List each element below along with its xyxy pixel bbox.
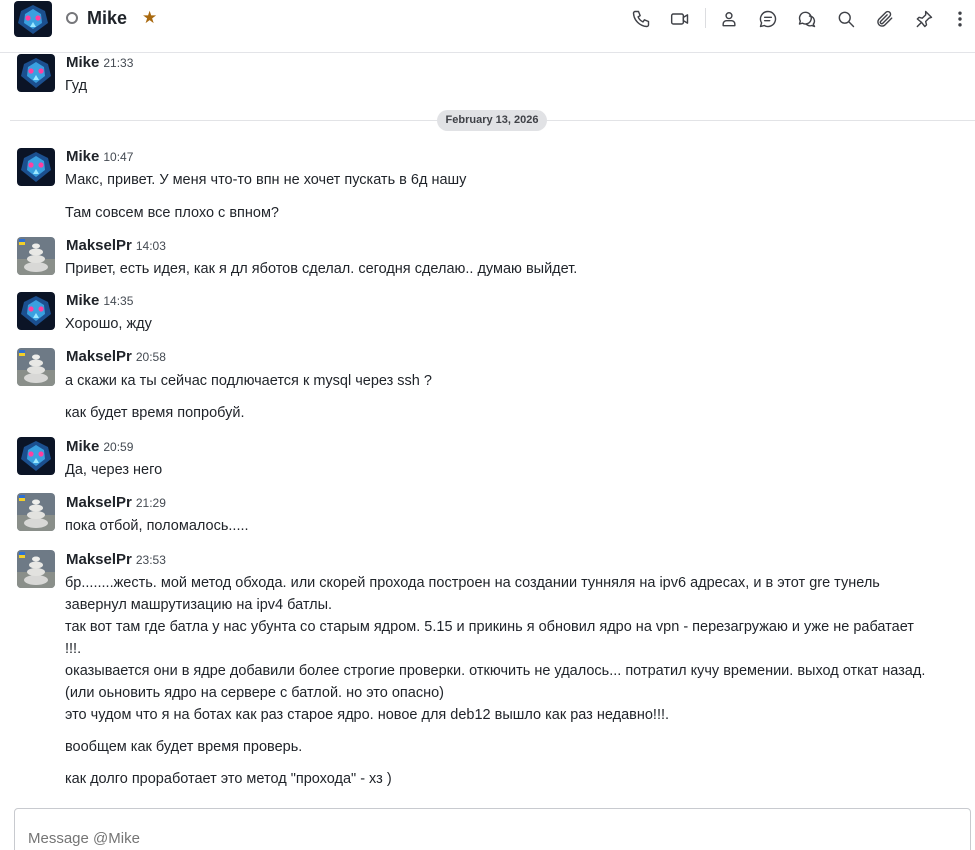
message-author[interactable]: MakselPr [66,494,132,511]
message-time: 20:58 [135,350,166,364]
message-author[interactable]: Mike [66,148,100,165]
message-header [66,348,166,366]
message-header [66,292,133,310]
room-title[interactable]: Mike [87,8,128,28]
avatar[interactable] [17,550,55,588]
message-header [66,54,133,72]
message-text: Да, через него [65,462,163,478]
message-time: 23:53 [135,553,166,567]
status-offline-icon [66,12,78,24]
avatar[interactable] [17,292,55,330]
date-separator: February 13, 2026 [437,110,547,131]
attachment-icon[interactable] [874,8,896,30]
message-header [66,148,133,166]
pinned-icon[interactable] [913,8,935,30]
room-header [0,0,975,53]
threads-icon[interactable] [757,8,779,30]
message-author[interactable]: MakselPr [66,348,132,365]
room-avatar[interactable] [14,1,52,37]
message-text: (или оьновить ядро на сервере с батлой. но это опасно) [65,685,444,701]
message-author[interactable]: Mike [66,54,100,71]
message-text: Гуд [65,78,88,94]
message-text: так вот там где батла у нас убунта со старым ядром. 5.15 и прикинь я обновил ядро на vpn - перезагружаю и уже не рабатает [65,619,914,635]
search-icon[interactable] [835,8,857,30]
message-time: 20:59 [103,440,134,454]
message-header [66,237,166,255]
video-icon[interactable] [669,8,691,30]
avatar[interactable] [17,493,55,531]
message-author[interactable]: Mike [66,438,100,455]
message-text: оказывается они в ядре добавили более строгие проверки. откючить не удалось... потратил кучу времении. выход откат назад. [65,663,926,679]
message-text: как долго проработает это метод "прохода" - хз ) [65,771,392,787]
message-text: вообщем как будет время проверь. [65,739,303,755]
message-author[interactable]: MakselPr [66,551,132,568]
message-text: Привет, есть идея, как я дл яботов сделал. сегодня сделаю.. думаю выйдет. [65,261,578,277]
message-text: а скажи ка ты сейчас подлючается к mysql через ssh ? [65,373,432,389]
avatar[interactable] [17,437,55,475]
phone-icon[interactable] [630,8,652,30]
avatar[interactable] [17,148,55,186]
message-text: Макс, привет. У меня что-то впн не хочет пускать в 6д нашу [65,172,467,188]
message-time: 21:29 [135,496,166,510]
message-time: 14:03 [135,239,166,253]
message-text: бр........жесть. мой метод обхода. или скорей прохода построен на создании тунняля на ipv6 адресах, и в этот gre тунель [65,575,880,591]
header-divider [705,8,706,28]
message-author[interactable]: MakselPr [66,237,132,254]
message-header [66,494,166,512]
message-header [66,551,166,569]
user-info-icon[interactable] [718,8,740,30]
avatar[interactable] [17,54,55,92]
message-composer [14,808,971,850]
message-time: 21:33 [103,56,134,70]
message-text: !!!. [65,641,82,657]
message-author[interactable]: Mike [66,292,100,309]
discussions-icon[interactable] [796,8,818,30]
message-time: 14:35 [103,294,134,308]
message-text: завернул машрутизацию на ipv4 батлы. [65,597,333,613]
message-input[interactable] [28,830,928,847]
message-text: как будет время попробуй. [65,405,245,421]
message-text: пока отбой, поломалось..... [65,518,249,534]
avatar[interactable] [17,348,55,386]
message-header [66,438,133,456]
avatar[interactable] [17,237,55,275]
message-text: это чудом что я на ботах как раз старое ядро. новое для deb12 вышло как раз недавно!!!. [65,707,670,723]
message-text: Хорошо, жду [65,316,152,332]
kebab-menu-icon[interactable] [949,8,971,30]
message-text: Там совсем все плохо с впном? [65,205,279,221]
favorite-star-icon[interactable]: ★ [142,8,158,27]
message-time: 10:47 [103,150,134,164]
